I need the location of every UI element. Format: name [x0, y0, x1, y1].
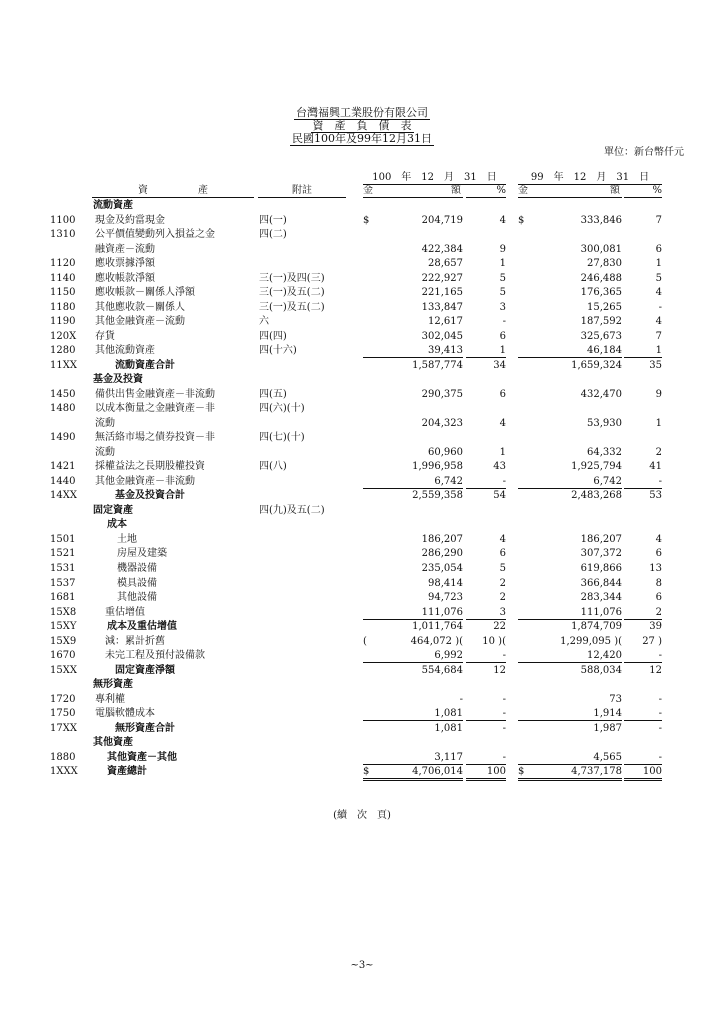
note-reference: 四(四) [259, 330, 287, 342]
amount-100: 6,742 [434, 475, 463, 487]
account-code: 1501 [50, 533, 76, 545]
percent-100: 6 [499, 548, 506, 560]
subtotal-rule [518, 780, 622, 781]
percent-99: 7 [655, 330, 662, 342]
amount-100: 94,723 [428, 592, 463, 604]
amount-99: 46,184 [587, 345, 622, 357]
company-name: 台灣福興工業股份有限公司 [296, 106, 428, 119]
table-row [0, 460, 724, 474]
amount-99: 333,846 [580, 214, 622, 226]
amount-99: 15,265 [587, 301, 622, 313]
percent-100: - [502, 708, 506, 720]
amount-99: 325,673 [580, 330, 622, 342]
amount-header-left: 金 [363, 185, 373, 196]
percent-99: 13 [649, 563, 662, 574]
amount-100: 1,587,774 [412, 359, 463, 371]
amount-99: 432,470 [580, 388, 622, 400]
account-label: 專利權 [95, 693, 125, 705]
subtotal-rule [624, 780, 662, 781]
account-code: 15XY [50, 621, 77, 633]
percent-99: 6 [655, 243, 662, 255]
account-code: 1480 [50, 403, 76, 415]
percent-99: 27 ) [642, 635, 662, 647]
amount-100: 133,847 [421, 301, 463, 313]
amount-header-left-2: 金 [518, 185, 528, 196]
amount-99: 300,081 [580, 243, 622, 255]
percent-100: - [502, 751, 506, 763]
table-row [0, 547, 724, 561]
table-row [0, 373, 724, 387]
account-code: 1490 [50, 432, 76, 444]
amount-99: 64,332 [587, 446, 622, 458]
table-row [0, 591, 724, 605]
amount-100: 464,072 )( [410, 635, 463, 647]
currency-symbol-100: $ [363, 214, 370, 226]
amount-100: 186,207 [421, 533, 463, 545]
subtotal-rule [363, 764, 463, 765]
amount-99: 283,344 [580, 592, 622, 604]
percent-99: - [658, 301, 662, 313]
percent-100: 5 [499, 287, 506, 299]
percent-99: 2 [655, 446, 662, 458]
table-row [0, 606, 724, 620]
note-column-header: 附註 [258, 184, 346, 198]
table-row [0, 533, 724, 547]
percent-99: 100 [642, 766, 662, 778]
account-code: 15X9 [50, 635, 77, 647]
percent-99: - [658, 722, 662, 734]
amount-100: 12,617 [428, 316, 463, 328]
currency-symbol-99: $ [518, 766, 525, 778]
account-label: 其他資產 [93, 737, 133, 749]
note-reference: 四(五) [259, 388, 287, 400]
account-code: 1670 [50, 650, 76, 662]
table-row [0, 228, 724, 242]
table-row [0, 475, 724, 489]
amount-99: 27,830 [587, 258, 622, 270]
percent-100: 9 [499, 243, 506, 255]
year-99-header: 99 年 12 月 31 日 [518, 171, 662, 185]
table-row [0, 431, 724, 445]
account-code: 1XXX [50, 766, 78, 778]
account-label: 其他金融資產－非流動 [95, 475, 195, 487]
account-label: 重估增值 [105, 606, 145, 618]
amount-100: 221,165 [421, 287, 463, 299]
account-label: 流動 [95, 417, 115, 429]
percent-100: - [502, 722, 506, 734]
percent-99: 1 [655, 345, 662, 357]
table-row [0, 301, 724, 315]
table-row [0, 446, 724, 460]
percent-99: - [658, 650, 662, 662]
account-label: 流動 [95, 446, 115, 458]
table-row [0, 315, 724, 329]
percent-100: 34 [493, 359, 506, 371]
account-label: 成本及重估增值 [107, 621, 177, 633]
table-row [0, 562, 724, 576]
account-label: 基金及投資合計 [115, 490, 185, 502]
amount-100: 1,081 [434, 708, 463, 720]
currency-symbol-100: ( [363, 635, 367, 647]
percent-100: 6 [499, 330, 506, 342]
table-row [0, 272, 724, 286]
percent-99: 4 [655, 287, 662, 299]
note-reference: 四(二) [259, 229, 287, 241]
account-label: 應收帳款－關係人淨額 [95, 287, 195, 299]
account-label: 公平價值變動列入損益之金 [95, 229, 215, 241]
amount-100: 1,996,958 [412, 461, 463, 473]
amount-99: 1,299,095 )( [560, 635, 622, 647]
table-row [0, 504, 724, 518]
subtotal-rule [466, 780, 506, 781]
account-label: 未完工程及預付設備款 [105, 650, 205, 662]
account-code: 1720 [50, 693, 76, 705]
account-label: 其他資產－其他 [107, 751, 177, 763]
account-code: 17XX [50, 722, 77, 734]
amount-99: 187,592 [580, 316, 622, 328]
account-label: 基金及投資 [93, 374, 143, 386]
table-row [0, 722, 724, 736]
account-label: 無形資產合計 [115, 722, 175, 734]
percent-99: - [658, 751, 662, 763]
subtotal-rule [466, 764, 506, 765]
note-reference: 四(七)(十) [259, 432, 305, 444]
subtotal-rule [466, 778, 506, 779]
amount-99: 4,737,178 [571, 766, 622, 778]
percent-100: 1 [499, 446, 506, 458]
amount-99: 12,420 [587, 650, 622, 662]
note-reference: 三(一)及五(二) [259, 301, 325, 313]
account-code: 1440 [50, 475, 76, 487]
account-code: 1120 [50, 258, 76, 270]
account-label: 備供出售金融資產－非流動 [95, 388, 215, 400]
percent-99: 4 [655, 316, 662, 328]
account-label: 電腦軟體成本 [95, 708, 155, 720]
percent-99: - [658, 475, 662, 487]
amount-100: 204,323 [421, 417, 463, 429]
table-row [0, 620, 724, 634]
pct-header-2: % [624, 184, 662, 198]
amount-100: 204,719 [421, 214, 463, 226]
pct-header-1: % [466, 184, 506, 198]
subtotal-rule [624, 764, 662, 765]
amount-99: 588,034 [580, 664, 622, 676]
table-row [0, 330, 724, 344]
percent-100: 43 [493, 461, 506, 473]
amount-99: 2,483,268 [571, 490, 622, 502]
percent-99: 41 [649, 461, 662, 473]
account-label: 機器設備 [117, 563, 157, 574]
subtotal-rule [363, 780, 463, 781]
account-label: 融資產－流動 [95, 243, 155, 255]
table-row [0, 214, 724, 228]
amount-99: 307,372 [580, 548, 622, 560]
percent-100: 4 [499, 214, 506, 226]
amount-99: 1,987 [593, 722, 622, 734]
amount-100: 222,927 [421, 272, 463, 284]
amount-100: 1,081 [434, 722, 463, 734]
percent-99: - [658, 708, 662, 720]
table-row [0, 359, 724, 373]
amount-100: - [459, 693, 463, 705]
percent-100: - [502, 650, 506, 662]
table-row [0, 693, 724, 707]
amount-100: 1,011,764 [412, 621, 463, 633]
percent-100: 1 [499, 258, 506, 270]
account-code: 15X8 [50, 606, 77, 618]
percent-100: 2 [499, 577, 506, 589]
amount-100: 3,117 [434, 751, 463, 763]
amount-100: 290,375 [421, 388, 463, 400]
amount-99: 53,930 [587, 417, 622, 429]
percent-100: 6 [499, 388, 506, 400]
account-code: 1421 [50, 461, 76, 473]
table-row [0, 388, 724, 402]
percent-100: 2 [499, 592, 506, 604]
account-code: 1310 [50, 229, 76, 241]
amount-99: 1,659,324 [571, 359, 622, 371]
account-code: 1750 [50, 708, 76, 720]
amount-99: 1,914 [593, 708, 622, 720]
percent-99: 7 [655, 214, 662, 226]
percent-99: 2 [655, 606, 662, 618]
account-code: 1140 [50, 272, 76, 284]
account-label: 其他設備 [117, 592, 157, 604]
note-reference: 四(六)(十) [259, 403, 305, 415]
amount-100: 235,054 [421, 563, 463, 574]
table-row [0, 751, 724, 765]
account-label: 其他流動資產 [95, 345, 155, 357]
note-reference: 四(九)及五(二) [259, 504, 325, 516]
account-label: 房屋及建築 [117, 548, 167, 560]
amount-99: 4,565 [593, 751, 622, 763]
statement-title: 資 產 負 債 表 [312, 119, 412, 132]
percent-100: 12 [493, 664, 506, 676]
year-100-header: 100 年 12 月 31 日 [363, 171, 506, 185]
amount-100: 111,076 [421, 606, 463, 618]
percent-100: 22 [493, 621, 506, 633]
amount-100: 302,045 [421, 330, 463, 342]
amount-100: 4,706,014 [412, 766, 463, 778]
percent-99: 1 [655, 258, 662, 270]
table-row [0, 707, 724, 721]
table-row [0, 257, 724, 271]
note-reference: 三(一)及四(三) [259, 272, 325, 284]
table-row [0, 489, 724, 503]
percent-99: - [658, 693, 662, 705]
account-code: 1880 [50, 751, 76, 763]
assets-column-header: 資 產 [92, 184, 254, 198]
account-code: 11XX [50, 359, 77, 371]
account-code: 1521 [50, 548, 76, 560]
note-reference: 四(一) [259, 214, 287, 226]
percent-100: - [502, 316, 506, 328]
amount-100: 286,290 [421, 548, 463, 560]
account-label: 無活絡市場之債券投資－非 [95, 432, 215, 444]
account-code: 1150 [50, 287, 76, 299]
percent-99: 8 [655, 577, 662, 589]
account-label: 減：累計折舊 [105, 635, 165, 647]
account-label: 固定資產淨額 [115, 664, 175, 676]
account-label: 應收帳款淨額 [95, 272, 155, 284]
account-code: 1681 [50, 592, 76, 604]
amount-100: 2,559,358 [412, 490, 463, 502]
subtotal-rule [518, 764, 622, 765]
amount-100: 422,384 [421, 243, 463, 255]
account-code: 14XX [50, 490, 77, 502]
account-code: 1280 [50, 345, 76, 357]
percent-100: - [502, 475, 506, 487]
account-code: 120X [50, 330, 77, 342]
account-code: 1537 [50, 577, 76, 589]
account-label: 以成本衡量之金融資產－非 [95, 403, 215, 415]
account-code: 15XX [50, 664, 77, 676]
account-label: 應收票據淨額 [95, 258, 155, 270]
amount-99: 246,488 [580, 272, 622, 284]
table-row [0, 678, 724, 692]
statement-period: 民國100年及99年12月31日 [292, 132, 432, 145]
percent-100: 5 [499, 563, 506, 574]
note-reference: 四(十六) [259, 345, 297, 357]
account-label: 無形資產 [93, 679, 133, 691]
table-row [0, 402, 724, 416]
amount-header-right-2: 額 [610, 185, 620, 196]
table-row [0, 417, 724, 431]
percent-100: 3 [499, 606, 506, 618]
account-label: 成本 [107, 519, 127, 531]
amount-100: 6,992 [434, 650, 463, 662]
table-row [0, 518, 724, 532]
account-label: 其他金融資產－流動 [95, 316, 185, 328]
amount-100: 39,413 [428, 345, 463, 357]
percent-100: 10 )( [482, 635, 506, 647]
note-reference: 四(八) [259, 461, 287, 473]
account-code: 1100 [50, 214, 76, 226]
amount-99: 1,925,794 [571, 461, 622, 473]
amount-99: 111,076 [580, 606, 622, 618]
amount-100: 98,414 [428, 577, 463, 589]
subtotal-rule [363, 778, 463, 779]
account-label: 其他應收款－關係人 [95, 301, 185, 313]
percent-99: 9 [655, 388, 662, 400]
percent-100: 54 [493, 490, 506, 502]
table-row [0, 199, 724, 213]
account-code: 1450 [50, 388, 76, 400]
percent-99: 5 [655, 272, 662, 284]
account-label: 採權益法之長期股權投資 [95, 461, 205, 473]
account-code: 1531 [50, 563, 76, 574]
amount-99: 186,207 [580, 533, 622, 545]
amount-99: 73 [609, 693, 622, 705]
percent-99: 12 [649, 664, 662, 676]
table-row [0, 736, 724, 750]
amount-99: 1,874,709 [571, 621, 622, 633]
amount-header-right: 額 [451, 185, 461, 196]
account-label: 流動資產 [93, 200, 133, 211]
percent-100: 3 [499, 301, 506, 313]
currency-symbol-100: $ [363, 766, 370, 778]
table-row [0, 577, 724, 591]
subtotal-rule [518, 778, 622, 779]
table-row [0, 286, 724, 300]
table-row [0, 765, 724, 779]
percent-99: 1 [655, 417, 662, 429]
percent-100: 5 [499, 272, 506, 284]
account-code: 1190 [50, 316, 76, 328]
percent-100: 100 [486, 766, 506, 778]
page-number: ~3~ [350, 960, 374, 971]
currency-unit: 單位：新台幣仟元 [604, 147, 684, 158]
percent-100: 4 [499, 533, 506, 545]
table-row [0, 635, 724, 649]
percent-100: 1 [499, 345, 506, 357]
percent-100: 4 [499, 417, 506, 429]
percent-100: - [502, 693, 506, 705]
percent-99: 4 [655, 533, 662, 545]
amount-100: 554,684 [421, 664, 463, 676]
table-row [0, 344, 724, 358]
percent-99: 39 [649, 621, 662, 633]
account-label: 固定資產 [93, 504, 133, 516]
percent-99: 35 [649, 359, 662, 371]
percent-99: 6 [655, 548, 662, 560]
table-row [0, 243, 724, 257]
amount-100: 60,960 [428, 446, 463, 458]
subtotal-rule [624, 778, 662, 779]
amount-99: 619,866 [580, 563, 622, 574]
account-label: 流動資產合計 [115, 359, 175, 371]
note-reference: 三(一)及五(二) [259, 287, 325, 299]
account-label: 存貨 [95, 330, 115, 342]
account-label: 資產總計 [107, 766, 147, 778]
amount-99: 176,365 [580, 287, 622, 299]
account-code: 1180 [50, 301, 76, 313]
note-reference: 六 [259, 316, 269, 328]
table-row [0, 664, 724, 678]
currency-symbol-99: $ [518, 214, 525, 226]
percent-99: 53 [649, 490, 662, 502]
percent-99: 6 [655, 592, 662, 604]
amount-99: 6,742 [593, 475, 622, 487]
amount-100: 28,657 [428, 258, 463, 270]
amount-99: 366,844 [580, 577, 622, 589]
account-label: 模具設備 [117, 577, 157, 589]
account-label: 土地 [117, 533, 137, 545]
account-label: 現金及約當現金 [95, 214, 165, 226]
continued-note: (續 次 頁) [333, 810, 391, 821]
table-row [0, 649, 724, 663]
